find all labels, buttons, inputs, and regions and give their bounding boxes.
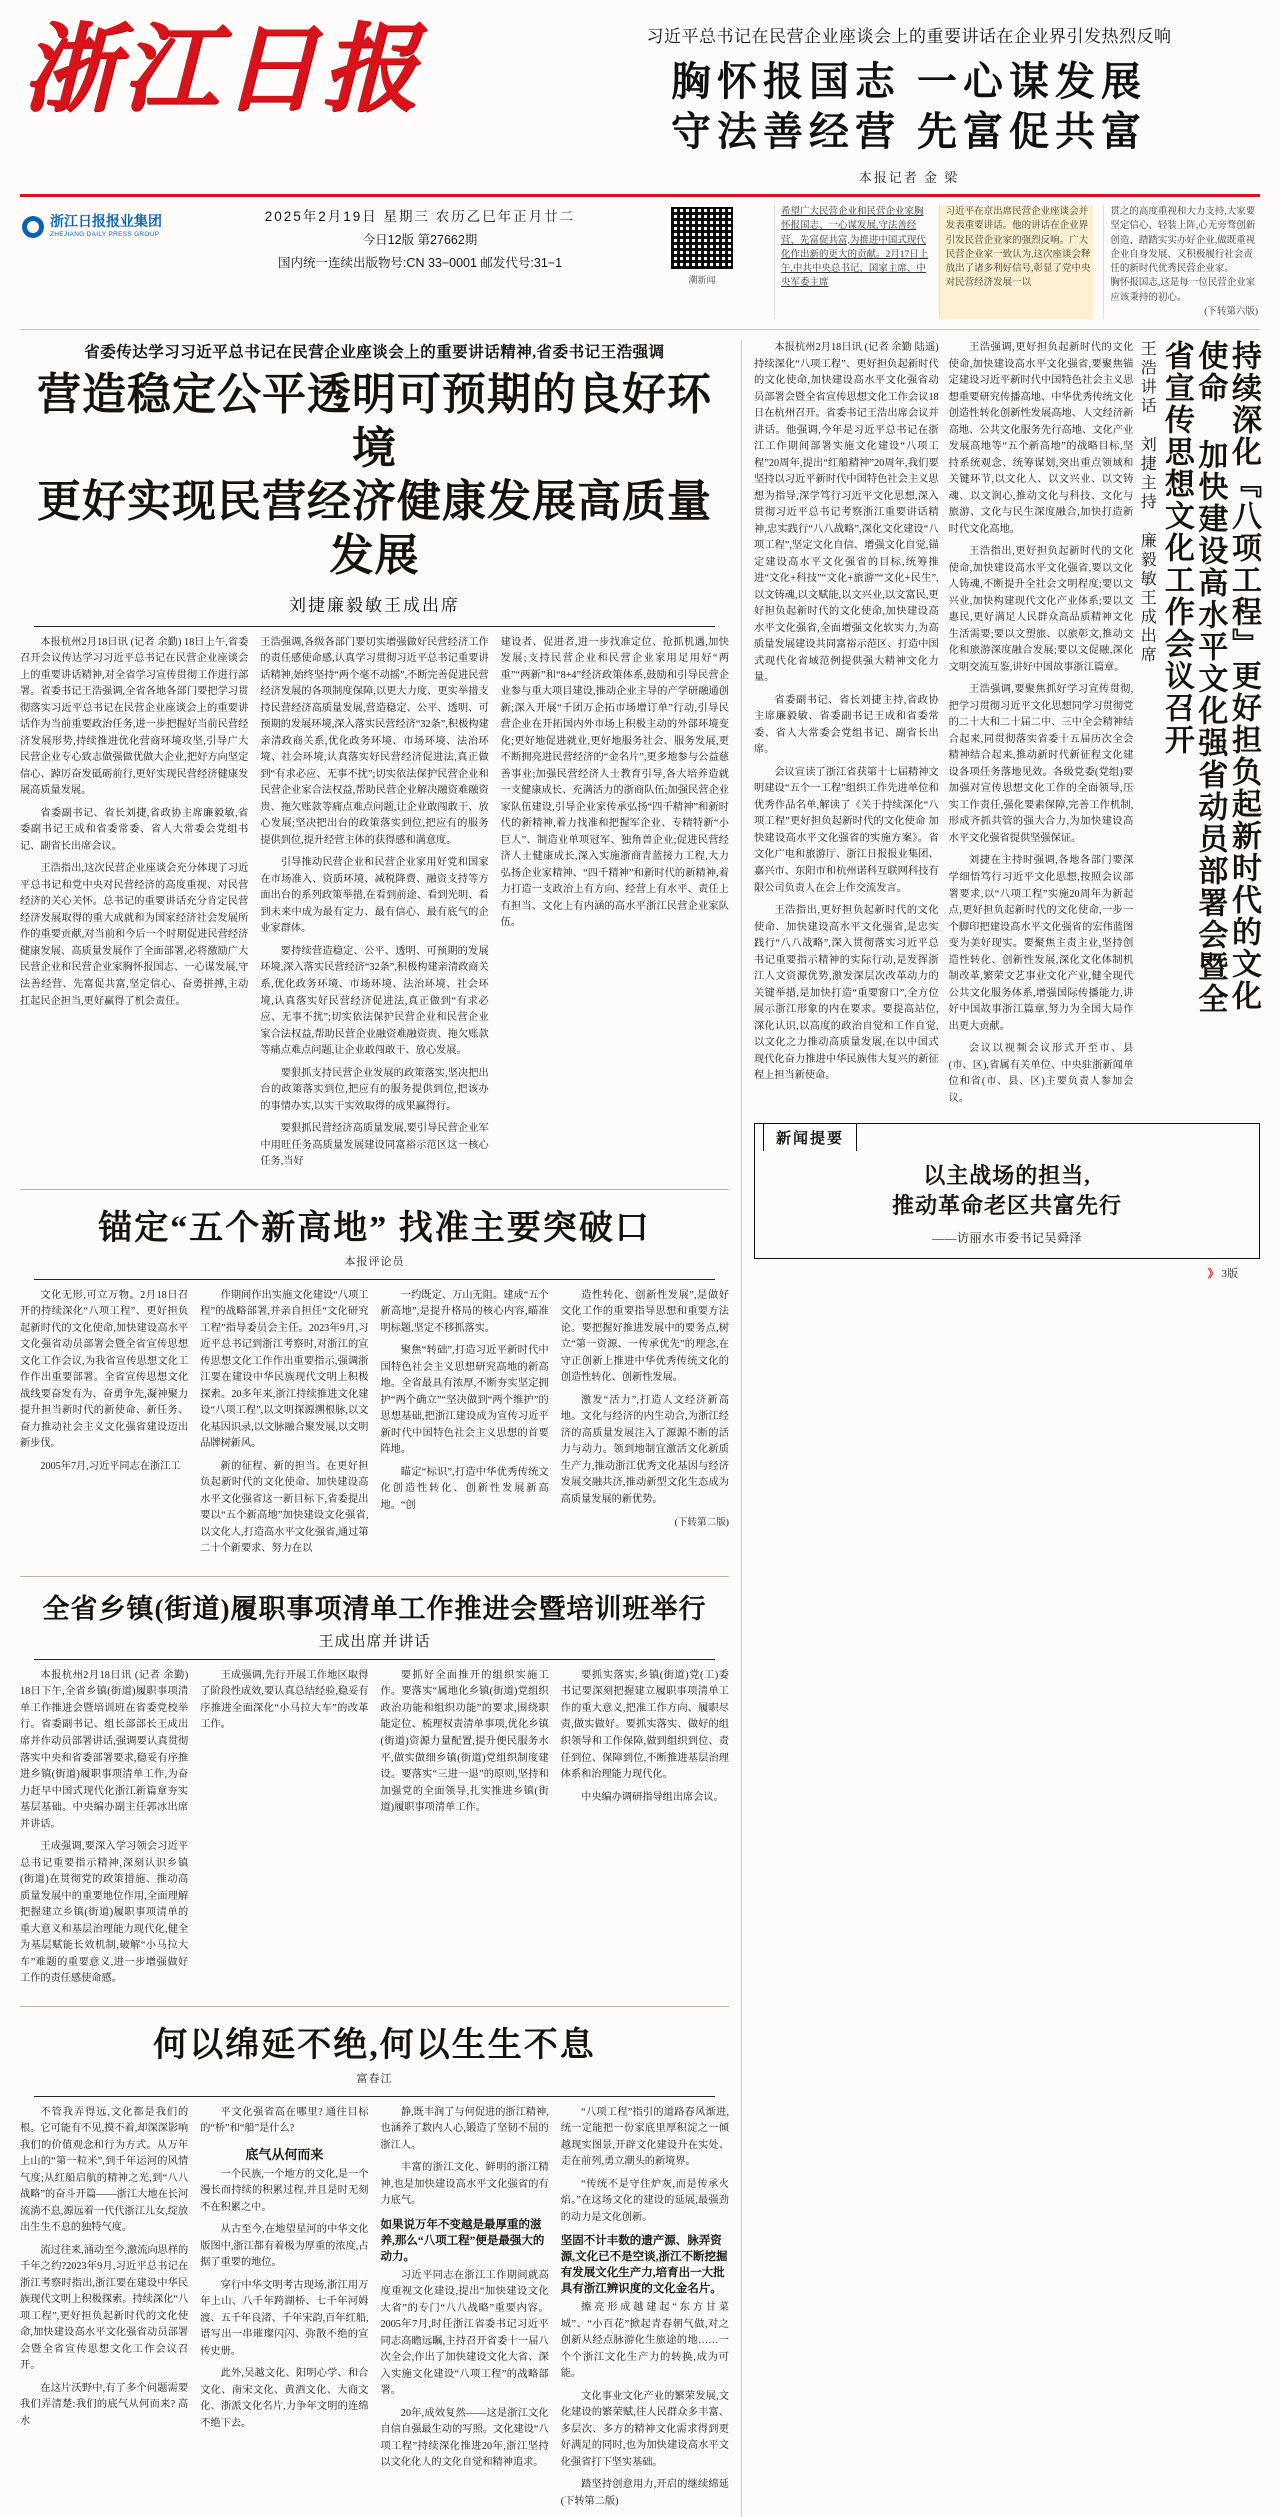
- article2-column-1: [20, 1668, 188, 1994]
- commentary-continue-note: (下转第二版): [674, 1517, 729, 1529]
- right-headline-main: 持续深化『八项工程』更好担负起新时代的文化使命 加快建设高水平文化强省动员部署会暨全省宣传思想文化工作会议召开: [1159, 340, 1260, 1015]
- commentary-column-2: [200, 1288, 368, 1564]
- news-brief-body[interactable]: [755, 1151, 1259, 1257]
- essay-paragraph: 穿行中华文明考古现场,浙江用万年上山、八千年跨湖桥、七千年河姆渡、五千年良渚、千年宋韵,百年红船,谱写出一串璀璨闪闪、弥散不绝的宣传史册。: [200, 2279, 369, 2357]
- article2-subtitle: 王成出席并讲话: [318, 1633, 431, 1650]
- issue-code: 国内统一连续出版物号:CN 33−0001 邮发代号:31−1: [277, 255, 563, 270]
- essay-column-2: [200, 2105, 368, 2517]
- essay-paragraph: 在这片沃野中,有了多个问题需要我们弄清楚:我们的底气从何而来? 高水: [20, 2382, 189, 2427]
- essay-paragraph: 流过往来,涌动至今,激流向思样的千年之约?2023年9月,习近平总书记在浙江考察时指出,浙江要在建设中华民族现代文明上积极探索。持续深化“八项工程”,更好担负起新时代的文化使命,加快建设高水平文化强省动员部署会暨全省宣传思想文化工作会议召开。: [20, 2244, 189, 2372]
- article2-paragraph: 中央编办调研指导组出席会议。: [581, 1791, 724, 1803]
- essay-paragraph: 从古至今,在地望星河的中华文化版图中,浙江都有着极为厚重的浓度,占据了重要的地位。: [200, 2224, 369, 2269]
- page-body: [0, 330, 1280, 2517]
- lead-subtitle: 刘捷廉毅敏王成出席: [289, 595, 460, 615]
- newspaper-logo: 浙江日报: [22, 16, 422, 123]
- essay-paragraph: “传统不是守住炉灰,而是传承火焰。”在这场文化的建设的延展,最强劲的动力是文化创新。: [560, 2178, 729, 2223]
- news-brief-tab: 新闻提要: [763, 1123, 857, 1151]
- teaser-text: 贯之的高度重视和大力支持,大家要坚定信心、轻装上阵,心无旁骛创新创造、踏踏实实办好企业,做既重视企业自身发展、又积极履行社会责任的新时代优秀民营企业家。: [1110, 207, 1256, 274]
- right-paragraph: 会议宣读了浙江省获第十七届精神文明建设“五个一工程”组织工作先进单位和优秀作品名单,解读了《关于持续深化“八项工程”更好担负起新时代的文化使命 加快建设高水平文化强省的实施方案》。省文化广电和旅游厅、浙江日报报业集团、嘉兴市、东阳市和杭州诺科互联网科技有限公司负责人在会上作交流发言。: [754, 766, 939, 894]
- right-paragraph: 本报杭州2月18日讯 (记者 余勤 陆遥) 持续深化“八项工程”、更好担负起新时代的文化使命,加快建设高水平文化强省动员部署会暨全省宣传思想文化工作会议18日在杭州召开。省委书记王浩出席会议并讲话。他强调,今年是习近平总书记在浙江工作期间部署实施文化建设“八项工程”20周年,提出“红船精神”20周年,我们要坚持以习近平新时代中国特色社会主义思想为指导,深学笃行习近平文化思想,深入贯彻习近平总书记考察浙江重要讲话精神,忠实践行“八八战略”,深化文化建设“八项工程”,坚定文化自信、增强文化自觉,锚定建设高水平文化强省的目标,统筹推进“文化+科技”“文化+旅游”“文化+民生”,以文铸魂,以文赋能,以文兴业,以文富民,更好担负起新时代的文化使命,加快建设高水平文化强省,全面增强文化软实力,为高质量发展建设共同富裕示范区、打造中国式现代化省域范例提供强大精神文化力量。: [754, 342, 939, 684]
- lead-column-2: [260, 635, 488, 1177]
- section-divider: [20, 1576, 729, 1577]
- article2-paragraph: 王成强调,要深入学习领会习近平总书记重要指示精神,深刻认识乡镇(街道)在贯彻党的政策措施、推动高质量发展中的重要地位作用,全面理解把握建立乡镇(街道)履职事项清单的重大意义和基层治理能力现代化,健全为基层赋能长效机制,破解“小马拉大车”难题的重要意义,进一步增强做好工作的责任感使命感。: [20, 1841, 189, 1985]
- essay-divider: [34, 2096, 715, 2097]
- right-column: [742, 340, 1260, 2517]
- right-headline-wrap: [754, 340, 1260, 1113]
- right-paragraph: 王浩指出,更好担负起新时代的文化使命、加快建设高水平文化强省,是忠实践行“八八战略”,深入贯彻落实习近平总书记重要指示精神的实际行动,是发挥浙江人文资源优势,激发深层次改革动力的关键举措,是加快打造“重要窗口”,全方位展示浙江形象的内在要求。要提高站位,深化认识,以高度的政治自觉和工作自觉,以文化之力推动高质量发展,在以中国式现代化奋力推进中华民族伟大复兴的新征程上担当新使命。: [754, 905, 939, 1082]
- qr-code-icon[interactable]: [669, 205, 735, 271]
- lead-paragraph: 王浩指出,这次民营企业座谈会充分体现了习近平总书记和党中央对民营经济的高度重视、对民营经济的关心关怀。总书记的重要讲话充分肯定民营经济发展取得的重大成就和为国家经济社会发展所作的重要贡献,对当前和今后一个时期促进民营经济健康发展、高质量发展作了全面部署,必将激励广大民营企业和民营企业家胸怀报国志、一心谋发展,守法善经营、先富促共富,坚定信心、奋勇拼搏,主动扛起民企担当,更好赢得了机会责任。: [20, 863, 249, 1007]
- commentary-column-1: [20, 1288, 188, 1564]
- issue-pages: 今日12版 第27662期: [362, 233, 478, 248]
- page-number: [754, 1259, 1260, 1281]
- qr-caption: 潮新闻: [688, 275, 716, 285]
- teaser-item: [939, 205, 1094, 319]
- lead-paragraph: 要狠抓民营经济高质量发展,要引导民营企业军中用旺任务高质量发展建设同富裕示范区这一核心任务,当好: [260, 1123, 489, 1168]
- news-brief-box: [754, 1123, 1260, 1258]
- essay-paragraph: 一个民族,一个地方的文化,是一个漫长而持续的积累过程,并且是时无刻不在积累之中。: [200, 2168, 369, 2213]
- headline-kicker: 习近平总书记在民营企业座谈会上的重要讲话在企业界引发热烈反响: [646, 27, 1172, 46]
- essay-paragraph: 文化事业文化产业的繁荣发展,文化建设的繁荣赋,往人民群众多丰富、多层次、多方的精神文化需求得到更好满足的同时,也为加快建设高水平文化强省打下坚实基础。: [560, 2390, 729, 2468]
- essay-paragraph: 丰富的浙江文化、鲜明的浙江精神,也是加快建设高水平文化强省的有力底气。: [380, 2162, 549, 2207]
- news-brief-title-line-1: 以主战场的担当,: [923, 1163, 1091, 1189]
- right-headline-names: 王浩讲话 刘捷主持 廉毅敏王成出席: [1138, 340, 1156, 665]
- right-paragraph: 王浩指出,更好担负起新时代的文化使命,加快建设高水平文化强省,要以文化人铸魂,不断提升全社会文明程度;要以文兴业,加快构建现代文化产业体系;要以文惠民,更好满足人民群众高品质精神文化生活需要;要以文塑旅、以旅彰文,推动文化和旅游深度融合发展;要以文促融,深化文明交流互鉴,讲好中国故事浙江篇章。: [948, 546, 1134, 673]
- lead-body-columns: [20, 635, 729, 1177]
- teaser-item: [774, 205, 929, 319]
- headline-line-2: 守法善经营 先富促共富: [671, 109, 1147, 154]
- right-column-1: [754, 340, 939, 1113]
- essay-paragraph: 习近平同志在浙江工作期间就高度重视文化建设,提出“加快建设文化大省”的专门“八八战略”重要内容。2005年7月,时任浙江省委书记习近平同志高瞻远瞩,主持召开省委十一届八次全会,作出了加快建设文化大省、深入实施文化建设“八项工程”的战略部署。: [380, 2269, 549, 2397]
- news-brief-title-line-2: 推动革命老区共富先行: [891, 1192, 1122, 1218]
- issue-info: [210, 205, 630, 274]
- essay-byline: 富春江: [356, 2072, 393, 2085]
- essay-paragraph: 此外,吴越文化、阳明心学、和合文化、南宋文化、黄酒文化、大商文化、浙派文化名片,力争年文明的连绵不绝下去。: [200, 2368, 369, 2429]
- commentary-byline: 本报评论员: [344, 1255, 405, 1268]
- commentary-paragraph: 瞄定“标识”,打造中华优秀传统文化创造性转化、创新性发展新高地。“创: [380, 1466, 549, 1511]
- lead-paragraph: 王浩强调,各级各部门要切实增强做好民营经济工作的责任感使命感,认真学习贯彻习近平总书记重要讲话精神,始终坚持“两个毫不动摇”,不断完善促进民营经济发展的各项制度保障,以更大力度、更实举措支持民营经济高质量发展,营造稳定、公平、透明、可预期的发展环境,深入落实民营经济“32条”,积极构建亲清政商关系,优化政务环境、市场环境、法治环境、社会环境,认真落实好民营经济促进法,真正做到“有求必应、无事不扰”;切实依法保护民营企业和民营企业家合法权益,帮助民营企业解决融资难融资贵、拖欠账款等痛点难点问题,让企业敢闯敢干、放心发展;坚决把出台的政策落实到位,把应有的服务提供到位,提升经营主体的获得感和满意度。: [260, 636, 489, 846]
- lead-title-line-2: 更好实现民营经济健康发展高质量发展: [37, 477, 712, 581]
- essay-paragraph: “八项工程”指引的道路春风渐进,统一定能把一份家底里厚积淀之一倾越现实图景,开辟文化建设升在实处、走在前列,勇立潮头的新境界。: [560, 2106, 729, 2168]
- lead-title-line-1: 营造稳定公平透明可预期的良好环境: [37, 370, 712, 473]
- article2-columns: [20, 1668, 729, 1994]
- commentary-columns: [20, 1288, 729, 1564]
- article2-divider: [34, 1659, 715, 1660]
- article2-paragraph: 要抓好全面推开的组织实施工作。要落实“属地化乡镇(街道)党组织政治功能和组织功能”的要求,围绕职能定位、梳理权责清单事项,优化乡镇(街道)资源力量配置,提升便民服务水平,做实做细乡镇(街道)党组织制度建设。要落实“三进一退”的原则,坚持和加强党的全面领导,扎实推进乡镇(街道)履职事项清单工作。: [380, 1669, 549, 1814]
- teaser-text: 习近平在京出席民营企业座谈会并发表重要讲话。他的讲话在企业界引发民营企业家的强烈反响。广大民营企业家一致认为,这次座谈会释放出了诸多利好信号,彰显了党中央对民营经济发展一以: [945, 207, 1091, 289]
- lead-divider: [34, 626, 715, 627]
- essay-subhead: 底气从何而来: [245, 2146, 324, 2162]
- teaser-item: [1103, 205, 1258, 319]
- essay-paragraph: 擦亮形成越建起“东方甘菜城”、“小百花”掀起青春朝气做,对之创新从经点脉游化生旅途的地……一个个浙江文化生产力的转换,成为可能。: [560, 2302, 729, 2380]
- issue-date: 2025年2月19日 星期三 农历乙巳年正月廿二: [264, 209, 576, 224]
- news-brief-subtitle: ——访丽水市委书记吴舜泽: [931, 1230, 1082, 1245]
- article2-column-4: [561, 1668, 729, 1994]
- teaser-text: 希望广大民营企业和民营企业家胸怀报国志、一心谋发展,守法善经营、先富促共富,为推进中国式现代化作出新的更大的贡献。2月17日上午,中共中央总书记、国家主席、中央军委主席: [781, 207, 929, 289]
- commentary-title: 锚定“五个新高地” 找准主要突破口: [98, 1209, 651, 1247]
- lead-kicker: 省委传达学习习近平总书记在民营企业座谈会上的重要讲话精神,省委书记王浩强调: [84, 344, 665, 361]
- lead-paragraph: 要狠抓支持民营企业发展的政策落实,坚决把出台的政策落实到位,把应有的服务提供到位,把该办的事情办实,以实干实效取得的成果赢得行。: [260, 1067, 489, 1112]
- lead-paragraph: 省委副书记、省长刘捷,省政协主席廉毅敏,省委副书记王成和省委常委、省人大常委会党组书记、副省长出席会议。: [20, 807, 249, 852]
- right-paragraph: 会议以视频会议形式开至市、县(市、区),省属有关单位、中央驻浙新闻单位和省(市、县、区)主要负责人参加会议。: [948, 1043, 1134, 1104]
- qr-block[interactable]: [642, 205, 762, 286]
- essay-column-1: [20, 2105, 188, 2517]
- right-body-wrap: [754, 340, 1133, 1113]
- article2-paragraph: 要抓实落实,乡镇(街道)党(工)委书记要深刻把握建立履职事项清单工作的重大意义,把准工作方向、履职尽责,做实做好。要抓实落实、做好的组织领导和工作保障,做到组织到位、责任到位、保障到位,不断推进基层治理体系和治理能力现代化。: [560, 1669, 729, 1781]
- teaser-group: [774, 205, 1258, 319]
- article2-paragraph: 本报杭州2月18日讯 (记者 余勤) 18日下午,全省乡镇(街道)履职事项清单工作推进会暨培训班在省委党校举行。省委副书记、组长部部长王成出席并作动员部署讲话,强调要认真贯彻落实中央和省委部署要求,稳妥有序推进乡镇(街道)履职事项清单工作,为奋力赶早中国式现代化浙江新篇章夯实基层基础。中央编办副主任郭冰出席并讲话。: [20, 1669, 189, 1830]
- masthead-logo-wrap: [22, 14, 542, 121]
- headline-byline: 本报记者 金 梁: [858, 170, 960, 185]
- right-paragraph: 省委副书记、省长刘捷主持,省政协主席廉毅敏、省委副书记王成和省委常委、省人大常委会党组书记、副省长出席。: [754, 694, 939, 756]
- lead-column-3: [501, 635, 729, 1177]
- headline-line-1: 胸怀报国志 一心谋发展: [671, 59, 1147, 104]
- article2-paragraph: 王成强调,先行开展工作地区取得了阶段性成效,要认真总结经验,稳妥有序推进全面深化“小马拉大车”的改革工作。: [200, 1669, 369, 1731]
- commentary-column-4: [561, 1288, 729, 1564]
- press-group-pinyin: ZHEJIANG DAILY PRESS GROUP: [50, 231, 160, 239]
- lead-column-1: [20, 635, 248, 1177]
- article2-title: 全省乡镇(街道)履职事项清单工作推进会暨培训班举行: [42, 1593, 707, 1624]
- commentary-paragraph: 一约既定、万山无阻。建成“五个新高地”,是提升格局的核心内容,瞄准明标题,坚定不移抓落实。: [380, 1289, 549, 1334]
- press-group-icon: [22, 216, 44, 238]
- lead-paragraph: 本报杭州2月18日讯 (记者 余勤) 18日上午,省委召开会议传达学习习近平总书记在民营企业座谈会上的重要讲话精神,对全省学习宣传贯彻工作进行部署。省委书记王浩强调,全省各地各部门要把学习贯彻落实习近平总书记在民营企业座谈会上的重要讲话作为当前重要政治任务,进一步把握好当前民营经济发展形势,持续推进优化营商环境攻坚,引导广大民营企业专心致志做强做优做大企业,把好方向坚定信心、踔厉奋发砥砺前行,更好实现民营经济健康发展高质量发展。: [20, 636, 249, 797]
- lead-paragraph: 要持续营造稳定、公平、透明、可预期的发展环境,深入落实民营经济“32条”,积极构建亲清政商关系,优化政务环境、市场环境、法治环境、社会环境,认真落实好民营经济促进法,真正做到“有求必应、无事不扰”;切实依法保护民营企业和民营企业家合法权益,帮助民营企业融资难融资贵、拖欠账款等痛点难点问题,让企业敢闯敢干、放心发展。: [260, 945, 489, 1057]
- commentary-paragraph: 新的征程、新的担当。在更好担负起新时代的文化使命、加快建设高水平文化强省这一新目标下,省委提出要以“五个新高地”加快建设文化强省,以文化人,打造高水平文化强省,通过第二十个新要求、努力在以: [200, 1460, 369, 1555]
- article2-column-2: [200, 1668, 368, 1994]
- commentary-paragraph: 激发“活力”,打造人文经济新高地。文化与经济的内生动合,为浙江经济的高质量发展注入了源源不断的活力与动力。领到地制宜激活文化新质生产力,推动浙江优秀文化基因与经济发展交融共济,推动新型文化生态成为高质量发展的新优势。: [560, 1394, 729, 1505]
- press-group-logo: [22, 205, 198, 238]
- commentary-divider: [34, 1279, 715, 1280]
- page-number-label: 3版: [1221, 1267, 1238, 1280]
- section-divider: [20, 1189, 729, 1190]
- right-paragraph: 王浩强调,更好担负起新时代的文化使命,加快建设高水平文化强省,要聚焦锚定建设习近平新时代中国特色社会主义思想重要研究传播高地、中华优秀传统文化创造性转化创新性发展高地、人文经济新高地、公共文化服务先行高地、文化产业发展高地等“五个新高地”的战略目标,坚持系统观念、统筹谋划,突出重点领域和关键环节,以文化人、以文兴业、以文铸魂、以文润心,推动文化与科技、文化与旅游、文化与民生深度融合,加快打造新时代文化高地。: [948, 342, 1134, 535]
- teaser-tail: 胸怀报国志,这是每一位民营企业家应该秉持的初心。: [1110, 278, 1256, 303]
- essay-columns: [20, 2105, 729, 2517]
- essay-paragraph: 平文化强省高在哪里? 通往目标的“桥”和“船”是什么?: [200, 2106, 369, 2135]
- essay-paragraph: 20年,成效复然——这是浙江文化自信自强最生动的写照。文化建设“八项工程”持续深化推进20年,浙江坚持以文化化人的文化自觉和精神追求。: [380, 2407, 549, 2469]
- essay-column-4: [561, 2105, 729, 2517]
- essay-title: 何以绵延不绝,何以生生不息: [153, 2026, 596, 2064]
- teaser-continue-note: (下转第六版): [1204, 306, 1259, 317]
- essay-paragraph: 不管我弄得远,文化都是我们的根。它可能有不见,摸不着,却深深影响我们的价值观念和行为方式。从万年上山的“第一粒米”,到千年运河的风情气度;从红船启航的精神之光,到“八八战略”的奋斗开篇——浙江大地在长河流淌不息,源远着一代代浙江儿女,绽放出生生不息的独特气度。: [20, 2106, 189, 2234]
- essay-paragraph: 踏坚持创意用力,开启的继续绵延(下转第二版): [560, 2479, 729, 2507]
- right-paragraph: 王浩强调,要聚焦抓好学习宣传贯彻,把学习贯彻习近平文化思想同学习贯彻党的二十大和二十届二中、三中全会精神结合起来,同贯彻落实省委十五届历次全会精神结合起来,推动新时代新征程文化建设各项任务落地见效。各级党委(党组)要加强对宣传思想文化工作的全面领导,压实工作责任,强化要素保障,完善工作机制,形成齐抓共管的强大合力,为加快建设高水平文化强省提供坚强保证。: [948, 684, 1134, 844]
- essay-subhead: 如果说万年不变越是最厚重的滋养,那么“八项工程”便是最强大的动力。: [380, 2218, 545, 2263]
- essay-column-3: [381, 2105, 549, 2517]
- commentary-paragraph: 作期间作出实施文化建设“八项工程”的战略部署,并亲自担任“文化研究工程”指导委员会主任。2023年9月,习近平总书记到浙江考察时,对浙江的宣传思想文化工作作出重要指示,强调浙江要在建设中华民族现代文明上积极探索。20多年来,浙江持续推进文化建设“八项工程”,以文明探源溯根脉,以文化基因识录,以文脉融合聚发展,以文明品牌树新风。: [200, 1289, 369, 1450]
- right-body-columns: [754, 340, 1133, 1113]
- masthead-lead-headline: [542, 14, 1258, 186]
- lead-paragraph: 引导推动民营企业和民营企业家用好党和国家在市场准入、资质环境、减税降费、融资支持等方面出台的系列政策举措,在看到前途、看到光明、看到未来中成为最有定力、最有信心、最有底气的企业家群体。: [260, 857, 489, 935]
- right-column-2: [949, 340, 1134, 1113]
- masthead: [0, 0, 1280, 186]
- lead-paragraph: 建设者、促进者,进一步找准定位、抢抓机遇,加快发展;支持民营企业和民营企业家用足用好“两重”“两新”和“8+4”经济政策体系,鼓励和引导民营企业参与重大项目建设,推动企业主导的产学研融通创新;深入开展“千团万企拓市场增订单”行动,引导民营企业在开拓国内外市场上积极主动的外部环境变化;更好地促进就业,更好地服务社会、服务发展,更不断拥亮进民营经济的“金名片”,更多地参与公益慈善事业;加强民营经济人士教育引导,各大培养造就一支健康成长、充满活力的浙商队伍;加强民营企业家队伍建设,引导企业家传承弘扬“四千精神”和新时代的新精神,着力找准和把握军企业、专精特新“小巨人”、制造业单项冠军、独角兽企业;促进民营经济人士健康成长,深入实施浙商青蓝接力工程,大力弘扬企业家精神、“四千精神”和新时代的新精神,着力打造一支政治上有方向、经营上有水平、责任上有担当、文化上有内涵的高水平浙江民营企业家队伍。: [500, 636, 729, 929]
- left-column: [20, 340, 742, 2517]
- commentary-paragraph: 文化无形,可立万物。2月18日召开的持续深化“八项工程”、更好担负起新时代的文化使命,加快建设高水平文化强省动员部署会暨全省宣传思想文化工作会议,为我省宣传思想文化工作作出重要部署。全省宣传思想文化战线要奋发有为、奋勇争先,凝神聚力提升担当新时代的新使命、新任务、奋力推动社会主义文化强省建设迈出新步伐。: [20, 1289, 189, 1450]
- commentary-column-3: [381, 1288, 549, 1564]
- essay-subhead: 坚固不计丰数的遗产源、脉弄资源,文化已不是空谈,浙江不断挖掘有发展文化生产力,培育出一大批具有浙江辨识度的文化金名片。: [560, 2235, 728, 2296]
- article2-column-3: [381, 1668, 549, 1994]
- right-paragraph: 刘捷在主持时强调,各地各部门要深学细悟笃行习近平文化思想,按照会议部署要求,以“八项工程”实施20周年为新起点,更好担负起新时代的文化使命,一步一个脚印把建设高水平文化强省的宏伟蓝图变为美好现实。要聚焦主责主业,坚持创造性转化、创新性发展,深化文化体制机制改革,繁荣文艺事业文化产业,健全现代公共文化服务体系,增强国际传播能力,讲好中国故事浙江篇章,努力为全国大局作出更大贡献。: [948, 855, 1134, 1032]
- commentary-paragraph: 2005年7月,习近平同志在浙江工: [40, 1460, 181, 1472]
- commentary-paragraph: 造性转化、创新性发展”,是做好文化工作的重要指导思想和重要方法论。要把握好推进发展中的要务点,树立“第一资源、一传承优先”的理念,在守正创新上推进中华优秀传统文化的创造性转化、创新性发展。: [560, 1289, 729, 1384]
- chevron-right-icon: 》: [1207, 1267, 1219, 1280]
- commentary-paragraph: 聚焦“转础”,打造习近平新时代中国特色社会主义思想研究高地的新高地。全省最具有浓厚,不断夯实坚定拥护“两个确立”“坚决做到“两个维护”的思想基础,把浙江建设成为宣传习近平新时代中国特色社会主义思想的首要阵地。: [380, 1345, 549, 1456]
- press-group-name: 浙江日报报业集团: [50, 215, 162, 230]
- section-divider: [20, 2006, 729, 2007]
- info-bar: [0, 197, 1280, 325]
- essay-paragraph: 静,既丰润了与何促进的浙江精神,也涵养了数内人心,锻造了坚韧不屈的浙江人。: [380, 2106, 549, 2151]
